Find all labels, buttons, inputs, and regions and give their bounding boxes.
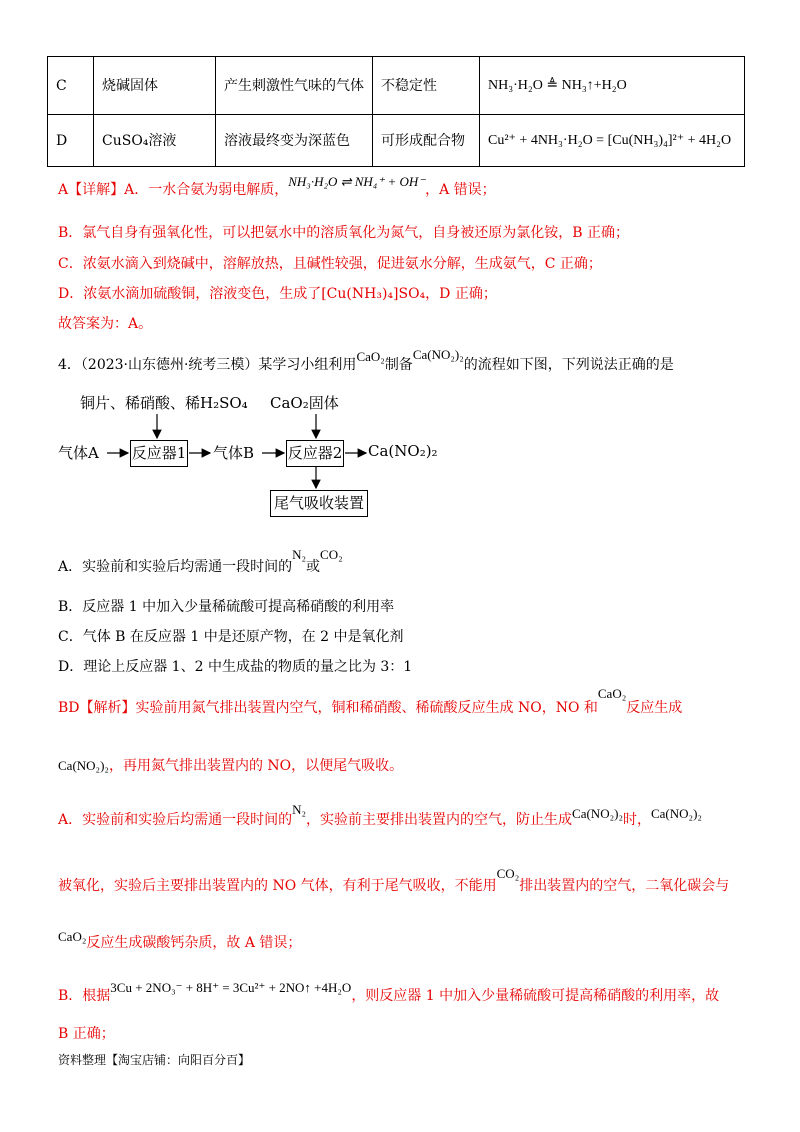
option-a: A．实验前和实验后均需通一段时间的N₂或CO₂: [58, 547, 343, 575]
equation-cell: Cu²⁺ + 4NH₃·H₂O = [Cu(NH₃)₄]²⁺ + 4H₂O: [480, 115, 745, 167]
gas-b-label: 气体B: [213, 444, 255, 462]
formula-cano2: Ca(NO₂)₂: [412, 347, 464, 362]
row-label: D: [48, 115, 94, 167]
q4-answer-line7: B 正确；: [58, 1026, 115, 1042]
q3-answer-line2: B．氯气自身有强氧化性，可以把氨水中的溶质氧化为氮气，自身被还原为氯化铵，B 正确；: [58, 225, 630, 241]
q4-answer-line3: A．实验前和实验后均需通一段时间的N₂，实验前主要排出装置内的空气，防止生成Ca(NO₂)₂时，Ca(NO₂)₂: [58, 802, 702, 828]
q3-answer-line3: C．浓氨水滴入到烧碱中，溶解放热，且碱性较强，促进氨水分解，生成氨气，C 正确；: [58, 256, 602, 272]
equation-cell: NH₃·H₂O ≜ NH₃↑+H₂O: [480, 57, 745, 115]
q4-answer-line1: BD【解析】实验前用氮气排出装置内空气，铜和稀硝酸、稀硫酸反应生成 NO，NO 和CaO₂反应生成: [58, 686, 683, 716]
property-cell: 可形成配合物: [373, 115, 480, 167]
option-c: C．气体 B 在反应器 1 中是还原产物，在 2 中是氧化剂: [58, 629, 404, 645]
reactor-1-box: 反应器1: [130, 440, 188, 467]
row-label: C: [48, 57, 94, 115]
phenomenon-cell: 溶液最终变为深蓝色: [216, 115, 373, 167]
q3-answer-line5: 故答案为：A。: [58, 316, 153, 332]
reagent-cell: CuSO₄溶液: [94, 115, 216, 167]
tail-gas-absorber-box: 尾气吸收装置: [270, 490, 368, 517]
ionization-equation: NH₃·H₂O ⇌ NH₄⁺ + OH⁻: [288, 174, 426, 189]
q4-answer-line2: Ca(NO₂)₂，再用氮气排出装置内的 NO，以便尾气吸收。: [58, 758, 404, 774]
gas-a-label: 气体A: [58, 444, 99, 462]
page-footer: 资料整理【淘宝店铺：向阳百分百】: [58, 1053, 251, 1067]
option-d: D．理论上反应器 1、2 中生成盐的物质的量之比为 3：1: [58, 659, 413, 675]
reactor-2-box: 反应器2: [286, 440, 344, 467]
property-cell: 不稳定性: [373, 57, 480, 115]
phenomenon-cell: 产生刺激性气味的气体: [216, 57, 373, 115]
product-label: Ca(NO₂)₂: [368, 442, 438, 460]
q3-answer-line1: A【详解】A．一水合氨为弱电解质，NH₃·H₂O ⇌ NH₄⁺ + OH⁻，A 错误；: [58, 174, 496, 198]
q4-answer-line4: 被氧化，实验后主要排出装置内的 NO 气体，有利于尾气吸收，不能用CO₂排出装置内的空气，二氧化碳会与: [58, 866, 730, 894]
input-reagents-label: 铜片、稀硝酸、稀H₂SO₄: [80, 394, 248, 412]
q4-answer-line6: B．根据3Cu + 2NO₃⁻ + 8H⁺ = 3Cu²⁺ + 2NO↑ +4H₂O，则反应器 1 中加入少量稀硫酸可提高稀硝酸的利用率，故: [58, 980, 720, 1004]
option-b: B．反应器 1 中加入少量稀硫酸可提高稀硝酸的利用率: [58, 599, 395, 615]
reaction-equation: 3Cu + 2NO₃⁻ + 8H⁺ = 3Cu²⁺ + 2NO↑ +4H₂O: [110, 980, 352, 995]
input-cao2-label: CaO₂固体: [270, 394, 339, 412]
reagent-cell: 烧碱固体: [94, 57, 216, 115]
q3-answer-line4: D．浓氨水滴加硫酸铜，溶液变色，生成了[Cu(NH₃)₄]SO₄，D 正确；: [58, 286, 497, 302]
q4-answer-line5: CaO₂反应生成碳酸钙杂质，故 A 错误；: [58, 929, 302, 951]
formula-cao2: CaO₂: [356, 349, 385, 364]
question-4-stem: 4．（2023·山东德州·统考三模）某学习小组利用CaO₂制备Ca(NO₂)₂的流程如下图，下列说法正确的是: [58, 347, 674, 373]
